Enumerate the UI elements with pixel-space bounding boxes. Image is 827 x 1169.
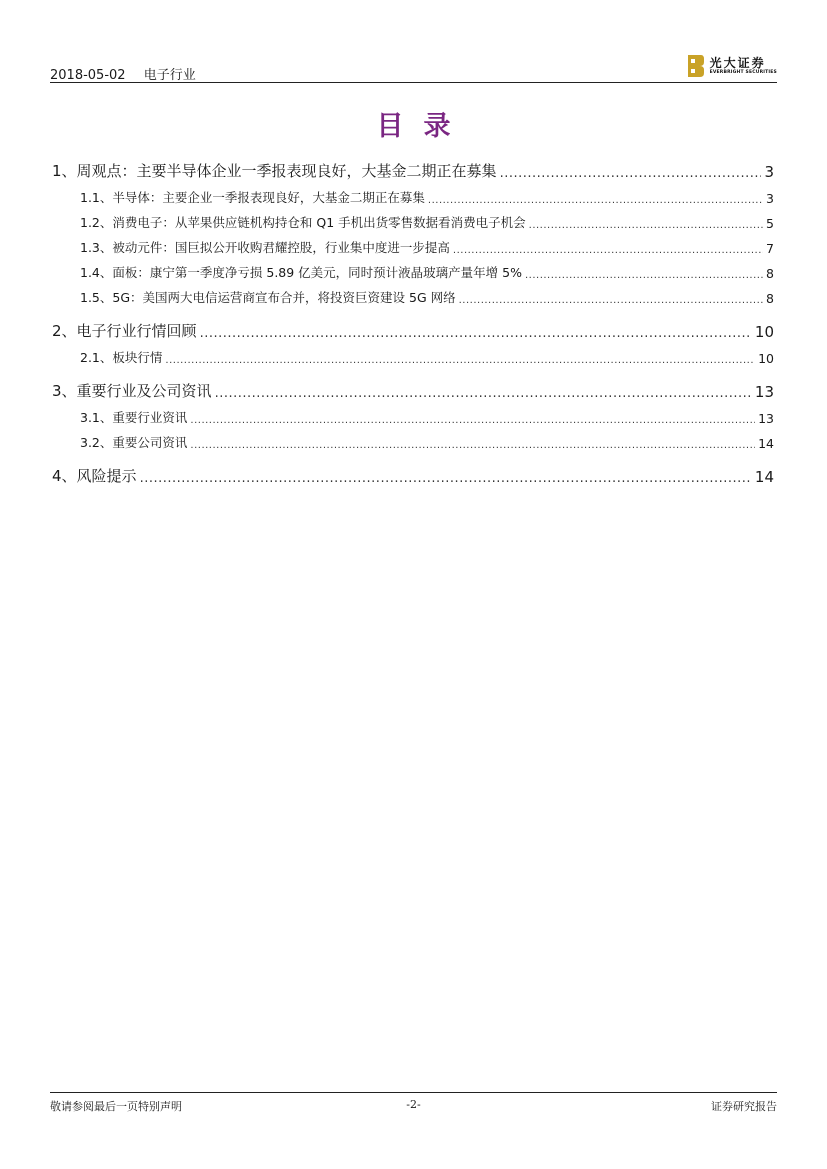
toc-number: 1.4、 <box>80 265 113 280</box>
toc-leader <box>190 440 755 451</box>
toc-entry[interactable] <box>52 206 774 231</box>
toc-page: 8 <box>766 291 774 306</box>
page-title: 目录 <box>376 111 471 142</box>
toc-entry[interactable] <box>52 231 774 256</box>
toc-label: 周观点：主要半导体企业一季报表现良好，大基金二期正在募集 <box>76 162 497 180</box>
brand-logo <box>688 52 777 80</box>
report-date: 2018-05-02 <box>50 68 126 83</box>
toc-page: 3 <box>764 163 774 181</box>
toc-leader <box>500 166 762 181</box>
toc-leader <box>215 386 752 401</box>
page-number: -2- <box>406 1098 421 1111</box>
toc-number: 1.1、 <box>80 190 113 205</box>
industry-name: 电子行业 <box>143 68 196 83</box>
toc-label: 面板：康宁第一季度净亏损 5.89 亿美元，同时预计液晶玻璃产量年增 5% <box>112 265 522 280</box>
toc-page: 7 <box>766 241 774 256</box>
toc-label: 半导体：主要企业一季报表现良好，大基金二期正在募集 <box>112 190 425 205</box>
toc-leader <box>428 195 763 206</box>
toc-number: 1.2、 <box>80 215 113 230</box>
toc-label: 风险提示 <box>76 467 137 485</box>
toc-label: 被动元件：国巨拟公开收购君耀控股，行业集中度进一步提高 <box>112 240 450 255</box>
page-header <box>50 52 777 82</box>
toc-page: 10 <box>758 351 774 366</box>
toc-entry[interactable] <box>52 256 774 281</box>
disclaimer-note: 敬请参阅最后一页特别声明 <box>50 1100 182 1113</box>
page-footer <box>50 1098 777 1116</box>
everbright-logo-icon <box>688 55 704 77</box>
toc-number: 3、 <box>52 382 77 400</box>
toc-leader <box>525 270 763 281</box>
toc-number: 3.1、 <box>80 410 113 425</box>
footer-divider <box>50 1092 777 1093</box>
toc-entry[interactable] <box>52 401 774 426</box>
toc-number: 1.3、 <box>80 240 113 255</box>
header-divider <box>50 82 777 83</box>
toc-entry[interactable] <box>52 281 774 306</box>
toc-label: 重要行业及公司资讯 <box>76 382 212 400</box>
toc-entry[interactable] <box>52 181 774 206</box>
toc-number: 2.1、 <box>80 350 113 365</box>
toc-entry[interactable] <box>52 316 774 341</box>
toc-number: 3.2、 <box>80 435 113 450</box>
toc-page: 3 <box>766 191 774 206</box>
toc-leader <box>529 220 763 231</box>
toc-entry[interactable] <box>52 461 774 486</box>
toc-number: 2、 <box>52 322 77 340</box>
toc-leader <box>140 471 752 486</box>
table-of-contents <box>52 156 774 486</box>
toc-leader <box>165 355 755 366</box>
toc-number: 1.5、 <box>80 290 113 305</box>
toc-leader <box>190 415 755 426</box>
toc-label: 消费电子：从苹果供应链机构持仓和 Q1 手机出货零售数据看消费电子机会 <box>112 215 526 230</box>
toc-entry[interactable] <box>52 156 774 181</box>
logo-chinese-name: 光大证券 <box>709 55 766 70</box>
toc-number: 4、 <box>52 467 77 485</box>
toc-page: 13 <box>754 383 774 401</box>
toc-entry[interactable] <box>52 376 774 401</box>
toc-page: 8 <box>766 266 774 281</box>
toc-page: 14 <box>754 468 774 486</box>
toc-entry[interactable] <box>52 426 774 451</box>
toc-entry[interactable] <box>52 341 774 366</box>
toc-label: 板块行情 <box>112 350 163 365</box>
toc-page: 5 <box>766 216 774 231</box>
report-type: 证券研究报告 <box>711 1100 777 1113</box>
toc-leader <box>453 245 763 256</box>
toc-page: 13 <box>758 411 774 426</box>
toc-leader <box>459 295 763 306</box>
toc-label: 电子行业行情回顾 <box>76 322 197 340</box>
header-meta <box>50 64 210 83</box>
toc-page: 14 <box>758 436 774 451</box>
logo-english-name: EVERBRIGHT SECURITIES <box>709 69 777 75</box>
toc-label: 5G：美国两大电信运营商宣布合并，将投资巨资建设 5G 网络 <box>112 290 456 305</box>
toc-leader <box>200 326 752 341</box>
toc-label: 重要公司资讯 <box>112 435 188 450</box>
toc-number: 1、 <box>52 162 77 180</box>
toc-label: 重要行业资讯 <box>112 410 188 425</box>
toc-page: 10 <box>754 323 774 341</box>
